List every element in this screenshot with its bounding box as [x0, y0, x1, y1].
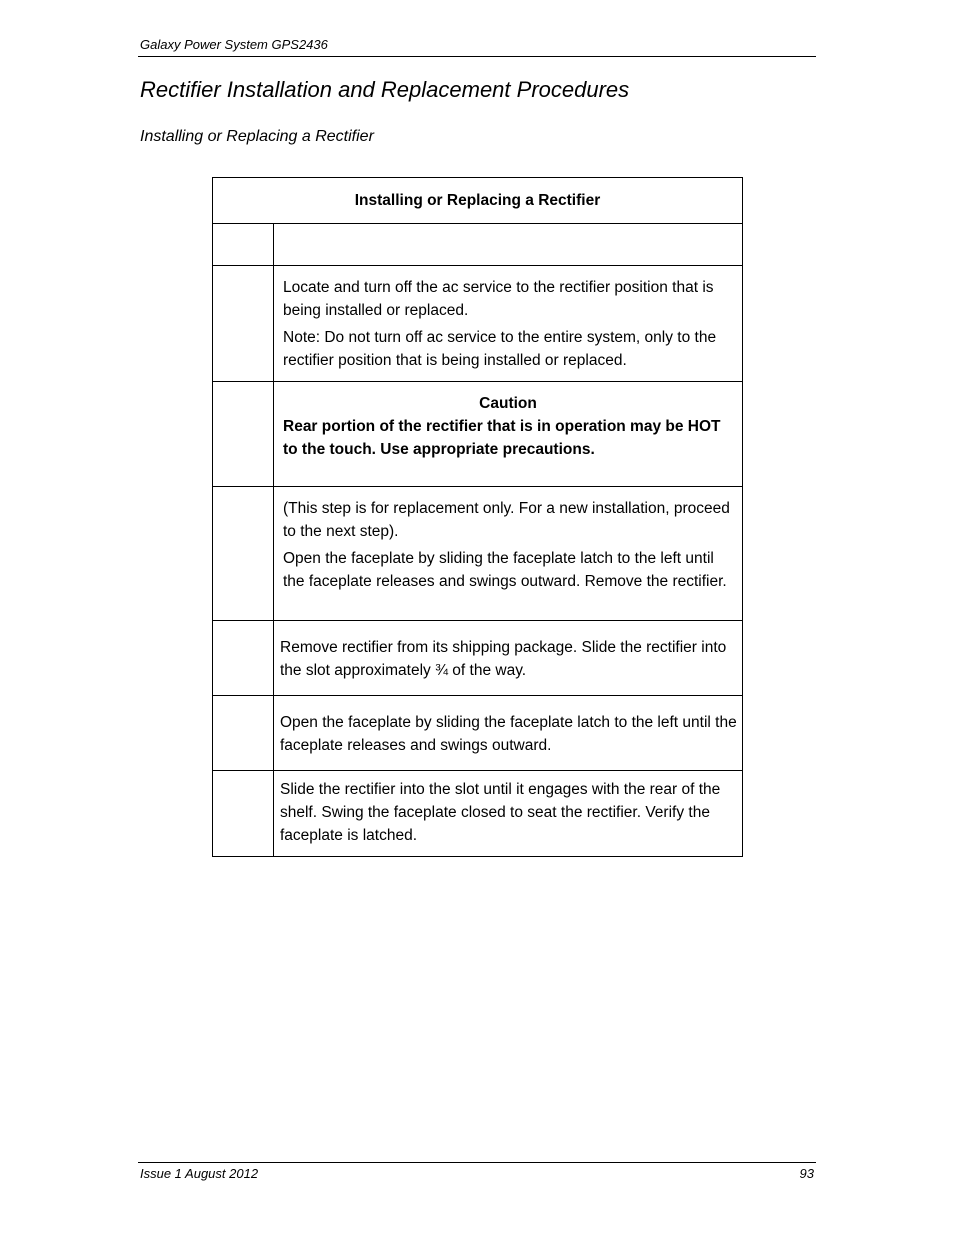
- step-text-cell: [274, 224, 743, 266]
- step-text-cell: [274, 771, 743, 857]
- step-paragraph: (This step is for replacement only. For a new installation, proceed to the next step).: [283, 500, 730, 540]
- step-number-cell: [213, 487, 274, 621]
- footer-issue-date: Issue 1 August 2012: [140, 1166, 259, 1181]
- step-number-cell: [213, 382, 274, 487]
- step-paragraph: Slide the rectifier into the slot until it engages with the rear of the shelf. Swing the faceplate closed to seat the rectifier. Verify the faceplate is latched.: [280, 781, 721, 844]
- step-number-cell: [213, 771, 274, 857]
- table-row: [213, 771, 743, 857]
- section-title: Rectifier Installation and Replacement Procedures: [140, 77, 630, 102]
- table-row: [213, 224, 743, 266]
- table-row: [213, 382, 743, 487]
- page-number: 93: [799, 1166, 814, 1181]
- table-row: [213, 266, 743, 382]
- step-paragraph: Remove rectifier from its shipping package. Slide the rectifier into the slot approximately ¾ of the way.: [280, 639, 727, 679]
- footer-rule: [138, 1162, 816, 1163]
- step-paragraph: Locate and turn off the ac service to the rectifier position that is being installed or replaced.: [283, 279, 714, 319]
- step-number-cell: [213, 696, 274, 771]
- table-caption: Installing or Replacing a Rectifier: [213, 178, 743, 224]
- step-text-cell: [274, 266, 743, 382]
- running-header: Galaxy Power System GPS2436: [140, 37, 328, 52]
- caution-cell: [274, 382, 743, 487]
- step-number-cell: [213, 224, 274, 266]
- step-paragraph: Open the faceplate by sliding the faceplate latch to the left until the faceplate releases and swings outward.: [280, 714, 737, 754]
- table-caption-row: [213, 178, 743, 224]
- header-rule: [138, 56, 816, 57]
- caution-body: Rear portion of the rectifier that is in operation may be HOT to the touch. Use appropriate precautions.: [283, 418, 721, 458]
- section-subtitle: Installing or Replacing a Rectifier: [140, 128, 374, 145]
- table-row: [213, 696, 743, 771]
- caution-title: Caution: [479, 395, 537, 412]
- step-text-cell: [274, 621, 743, 696]
- step-number-cell: [213, 621, 274, 696]
- procedure-table: [212, 177, 743, 857]
- step-text-cell: [274, 487, 743, 621]
- step-note: Note: Do not turn off ac service to the entire system, only to the rectifier position that is being installed or replaced.: [283, 329, 717, 369]
- step-number-cell: [213, 266, 274, 382]
- table-row: [213, 621, 743, 696]
- table-row: [213, 487, 743, 621]
- step-text-cell: [274, 696, 743, 771]
- step-paragraph: Open the faceplate by sliding the faceplate latch to the left until the faceplate releases and swings outward. Remove the rectifier.: [283, 550, 727, 590]
